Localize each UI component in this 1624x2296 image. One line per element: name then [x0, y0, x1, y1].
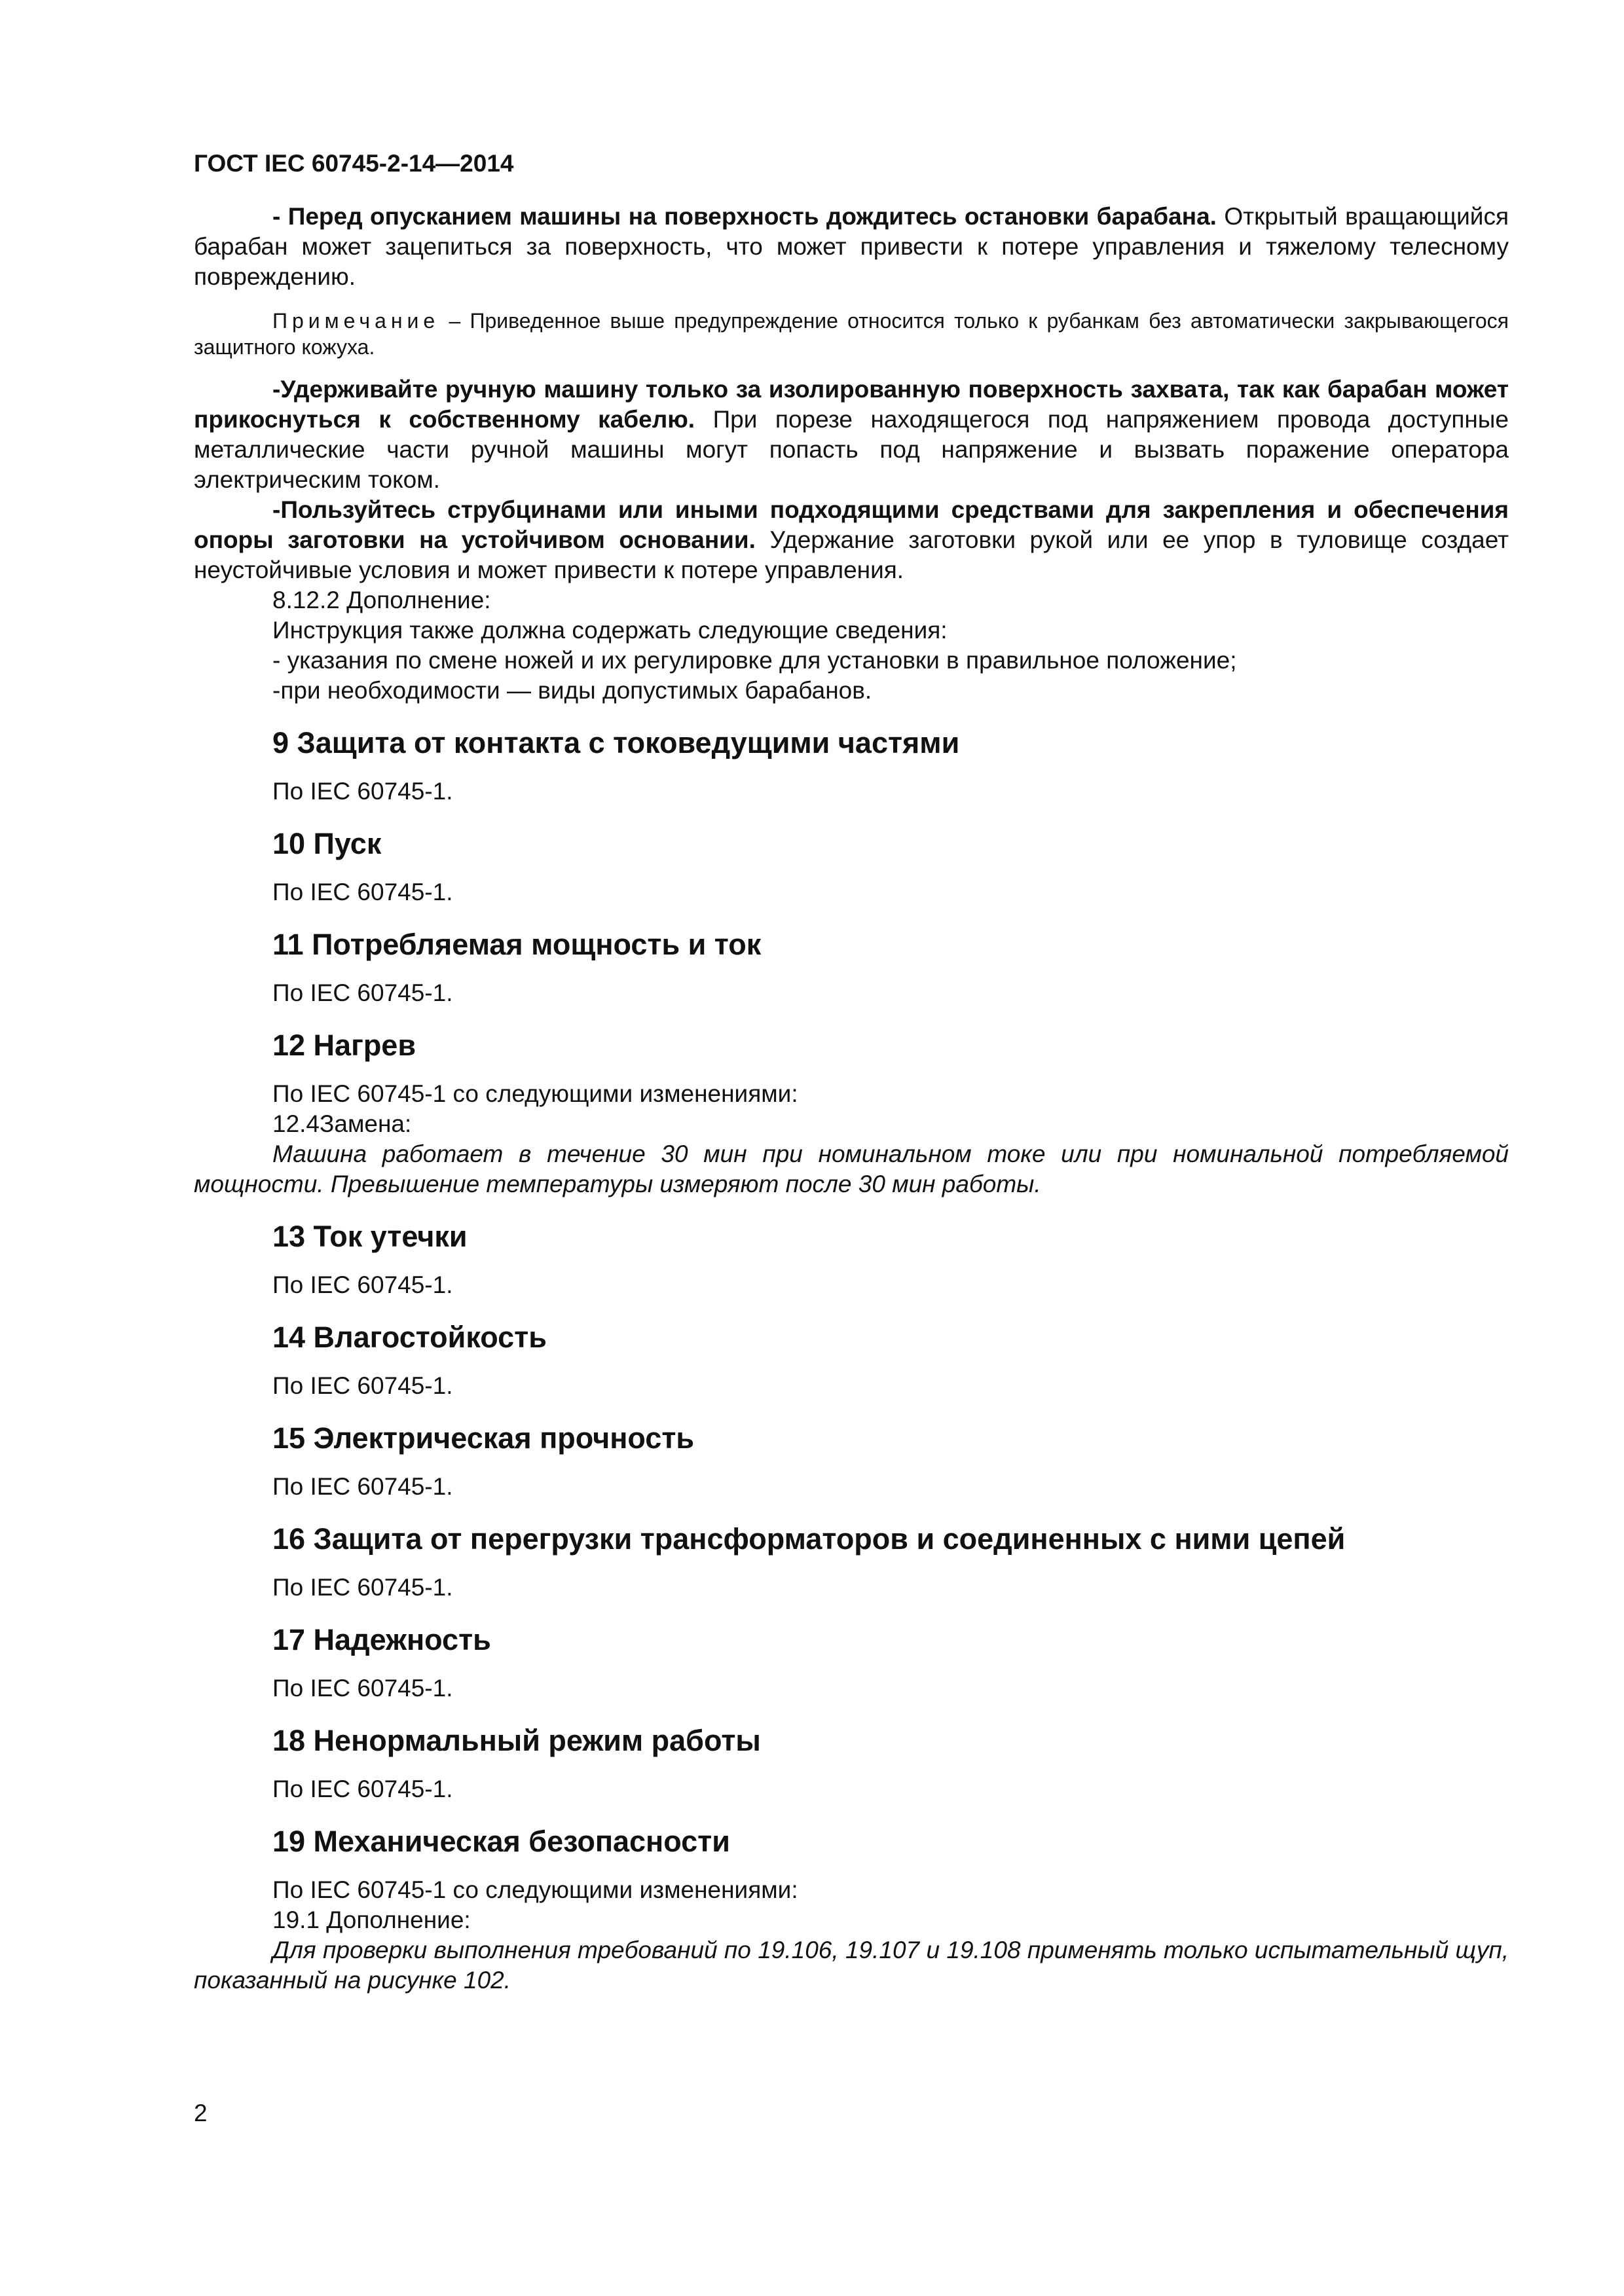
document-header: ГОСТ IEC 60745-2-14—2014: [194, 150, 514, 177]
section-17: [194, 1622, 1509, 1704]
supplement-line: -при необходимости — виды допустимых барабанов.: [272, 677, 872, 704]
section-heading: 14 Влагостойкость: [272, 1321, 547, 1354]
page-number: 2: [194, 2100, 208, 2126]
warning-text: Удержание заготовки рукой или ее упор в туловище создает неустойчивые условия и может привести к потере управления.: [194, 526, 1509, 583]
section-heading: 13 Ток утечки: [272, 1220, 468, 1253]
section-heading: 19 Механическая безопасности: [272, 1825, 730, 1858]
section-text: По IEC 60745-1.: [272, 1271, 453, 1298]
supplement-title: 8.12.2 Дополнение:: [272, 587, 491, 613]
section-text: По IEC 60745-1.: [272, 1776, 453, 1802]
section-heading: 15 Электрическая прочность: [272, 1421, 695, 1455]
section-heading: 11 Потребляемая мощность и ток: [272, 928, 762, 961]
section-13: [194, 1219, 1509, 1300]
section-text: По IEC 60745-1.: [272, 1675, 453, 1702]
section-10: [194, 826, 1509, 907]
page-content: [194, 149, 1509, 1995]
warning-paragraph: [194, 374, 1509, 495]
note-text: – Приведенное выше предупреждение относится только к рубанкам без автоматически закрывающегося защитного кожуха.: [194, 309, 1509, 359]
warning-paragraph: [194, 495, 1509, 585]
warning-paragraph: [194, 202, 1509, 292]
section-16: [194, 1522, 1509, 1603]
warning-text: При порезе находящегося под напряжением провода доступные металлические части ручной машины могут попасть под напряжение и вызвать поражение оператора электрическим током.: [194, 406, 1509, 493]
warning-bold-text: -Удерживайте ручную машину только за изолированную поверхность захвата, так как барабан может прикоснуться к собственному кабелю.: [194, 376, 1509, 433]
section-text: По IEC 60745-1.: [272, 1574, 453, 1601]
section-heading: 17 Надежность: [272, 1623, 491, 1656]
section-14: [194, 1320, 1509, 1401]
section-text: По IEC 60745-1.: [272, 1372, 453, 1399]
note-label: Примечание: [272, 309, 440, 333]
section-text: По IEC 60745-1 со следующими изменениями:: [272, 1080, 798, 1107]
section-12: [194, 1028, 1509, 1199]
section-heading: 12 Нагрев: [272, 1029, 416, 1062]
section-heading: 9 Защита от контакта с токоведущими частями: [272, 726, 960, 759]
section-15: [194, 1421, 1509, 1502]
warning-bold-text: - Перед опусканием машины на поверхность дождитесь остановки барабана.: [272, 203, 1217, 230]
warning-text: Открытый вращающийся барабан может зацепиться за поверхность, что может привести к потере управления и тяжелому телесному повреждению.: [194, 203, 1509, 290]
section-9: [194, 725, 1509, 807]
section-subtitle: 12.4Замена:: [272, 1110, 412, 1137]
warning-bold-text: -Пользуйтесь струбцинами или иными подходящими средствами для закрепления и обеспечения опоры заготовки на устойчивом основании.: [194, 496, 1509, 553]
section-text: По IEC 60745-1.: [272, 979, 453, 1006]
section-19: [194, 1824, 1509, 1995]
section-11: [194, 927, 1509, 1008]
supplement-line: Инструкция также должна содержать следующие сведения:: [272, 617, 948, 644]
supplement-line: - указания по смене ножей и их регулировке для установки в правильное положение;: [272, 647, 1237, 674]
section-heading: 18 Ненормальный режим работы: [272, 1724, 761, 1757]
section-subtitle: 19.1 Дополнение:: [272, 1906, 471, 1933]
section-italic-text: Для проверки выполнения требований по 19.106, 19.107 и 19.108 применять только испытательный щуп, показанный на рисунке 102.: [194, 1937, 1509, 1994]
note-paragraph: [194, 308, 1509, 360]
section-heading: 10 Пуск: [272, 827, 382, 860]
section-18: [194, 1723, 1509, 1804]
section-text: По IEC 60745-1.: [272, 778, 453, 805]
section-italic-text: Машина работает в течение 30 мин при номинальном токе или при номинальной потребляемой мощности. Превышение температуры измеряют после 30 мин работы.: [194, 1140, 1509, 1197]
section-text: По IEC 60745-1.: [272, 1473, 453, 1500]
section-heading: 16 Защита от перегрузки трансформаторов и соединенных с ними цепей: [272, 1522, 1346, 1556]
section-text: По IEC 60745-1.: [272, 879, 453, 905]
section-text: По IEC 60745-1 со следующими изменениями:: [272, 1876, 798, 1903]
